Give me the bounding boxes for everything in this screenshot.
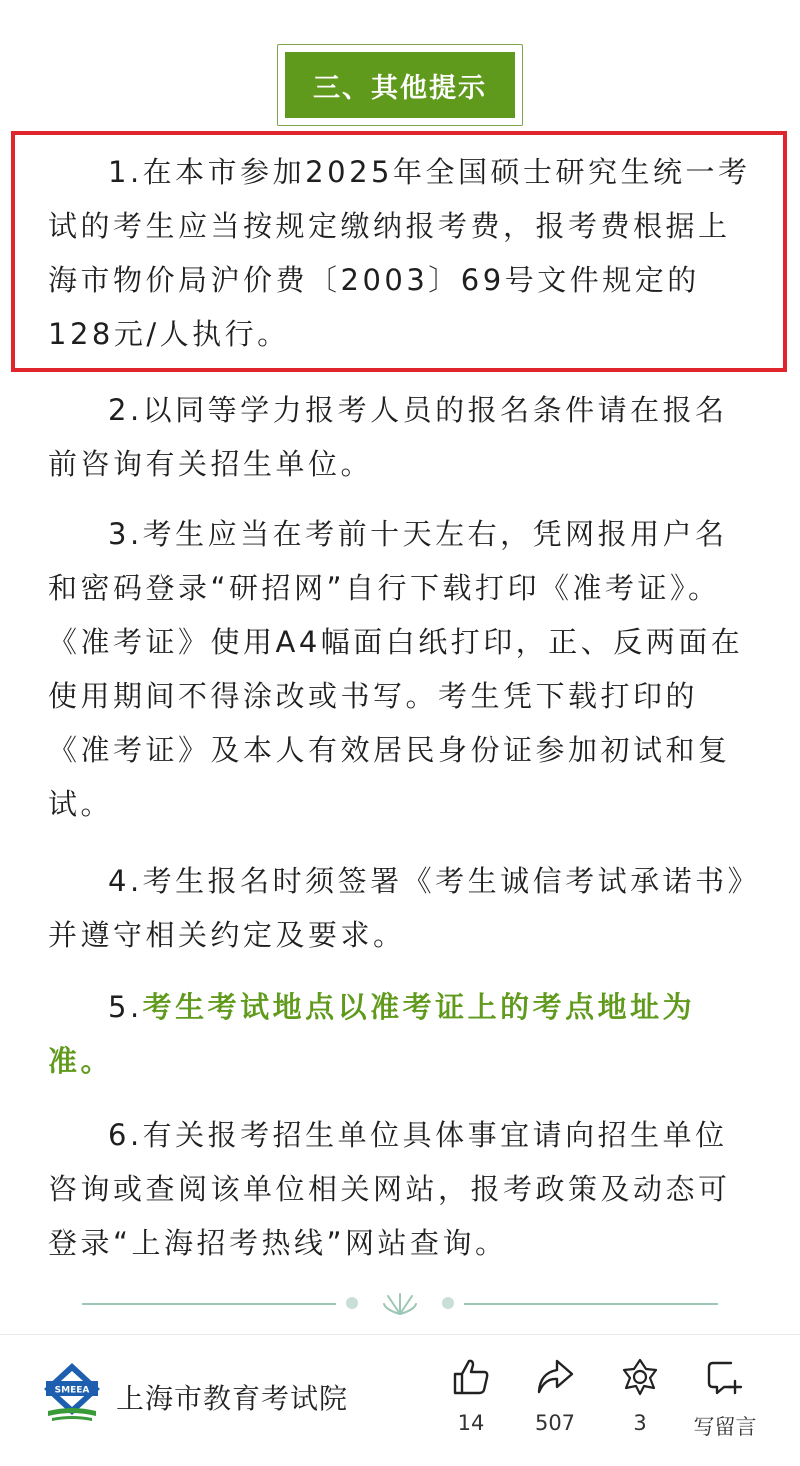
write-comment-button[interactable] [680,1357,770,1441]
smeea-logo-icon [42,1361,102,1423]
recommend-button[interactable] [595,1357,685,1435]
share-count: 507 [534,1411,576,1435]
write-comment-label: 写留言 [693,1415,757,1439]
like-count: 14 [457,1411,485,1435]
like-button[interactable] [426,1357,516,1435]
org-logo[interactable] [42,1361,102,1423]
notice-paragraph-1: 1.在本市参加2025年全国硕士研究生统一考试的考生应当按规定缴纳报考费，报考费根据上海市物价局沪价费〔2003〕69号文件规定的128元/人执行。 [48,155,751,351]
highlighted-text: 考生考试地点以准考证上的考点地址为准。 [48,990,696,1078]
notice-paragraph-4: 4.考生报名时须签署《考生诚信考试承诺书》并遵守相关约定及要求。 [48,864,746,952]
recommend-flower-icon [620,1357,660,1397]
section-title: 三、其他提示 [285,52,515,118]
notice-paragraph-2: 2.以同等学力报考人员的报名条件请在报名前咨询有关招生单位。 [48,393,728,481]
divider-dot-left [346,1297,358,1309]
comment-icon [705,1357,745,1397]
notice-paragraph-3: 3.考生应当在考前十天左右，凭网报用户名和密码登录“研招网”自行下载打印《准考证》。《准考证》使用A4幅面白纸打印，正、反两面在使用期间不得涂改或书写。考生凭下载打印的《准考证》及本人有效居民身份证参加初试和复试。 [48,517,744,821]
section-header [277,44,523,126]
paragraph-number: 5. [108,990,143,1024]
divider-line-left [82,1303,336,1305]
org-name[interactable]: 上海市教育考试院 [116,1382,349,1415]
divider-dot-right [442,1297,454,1309]
share-arrow-icon [535,1357,575,1397]
thumbs-up-icon [451,1357,491,1397]
footer-bar [0,1335,800,1466]
ornament-divider [82,1292,718,1316]
notice-paragraph-6: 6.有关报考招生单位具体事宜请向招生单位咨询或查阅该单位相关网站，报考政策及动态可登录“上海招考热线”网站查询。 [48,1118,731,1260]
divider-line-right [464,1303,718,1305]
svg-text:SMEEA: SMEEA [54,1385,90,1396]
recommend-count: 3 [633,1411,647,1435]
leaf-ornament-icon [382,1288,418,1316]
share-button[interactable] [510,1357,600,1435]
notice-paragraph-5 [48,980,752,1088]
